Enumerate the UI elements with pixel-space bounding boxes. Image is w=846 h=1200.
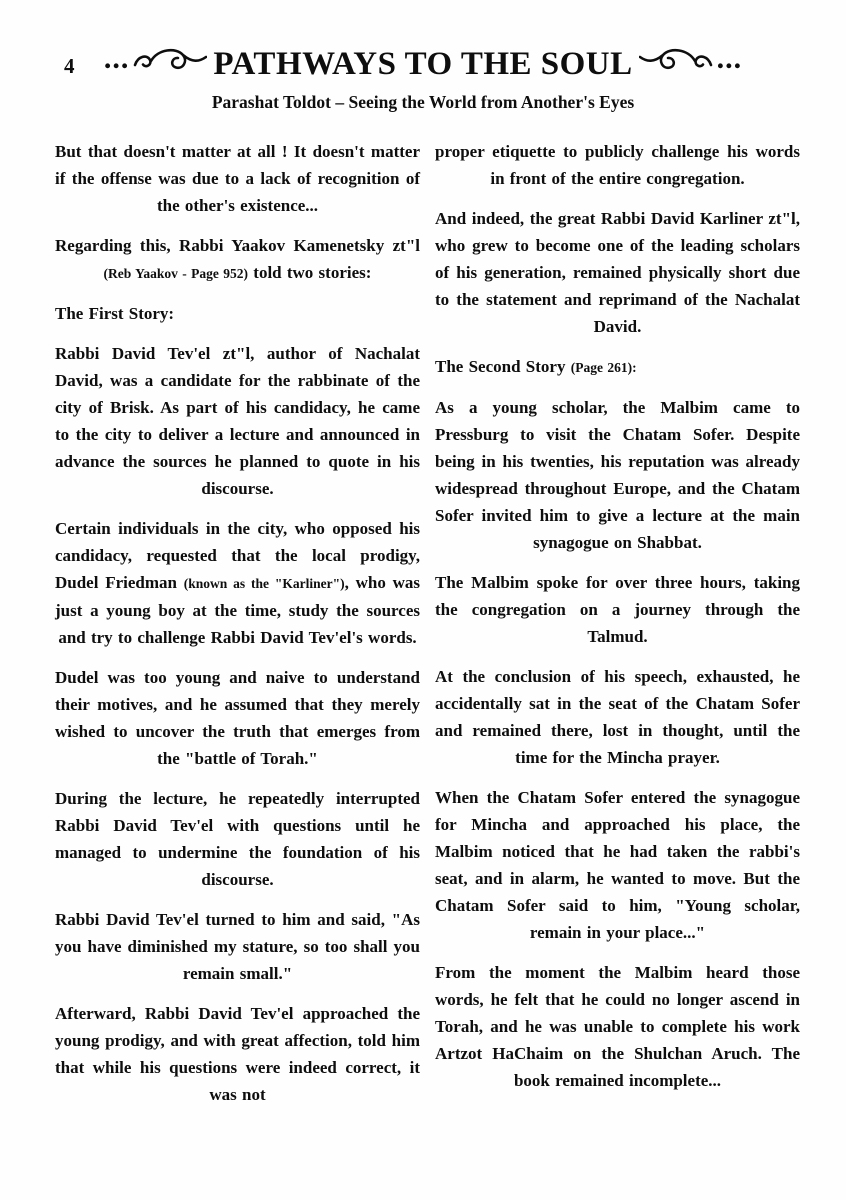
- two-column-body: [0, 113, 846, 1121]
- paragraph: [55, 232, 420, 287]
- text-run: When the Chatam Sofer entered the synagogue for Mincha and approached his place, the Malbim noticed that he had taken the rabbi's seat, and in alarm, he wanted to move. But the Chatam Sofer said to him, "Young scholar, remain in your place...": [435, 788, 800, 942]
- text-run: The Malbim spoke for over three hours, taking the congregation on a journey through the Talmud.: [435, 573, 800, 646]
- text-run: From the moment the Malbim heard those words, he felt that he could no longer ascend in Torah, and he was unable to complete his work Artzot HaChaim on the Shulchan Aruch. The book remained incomplete...: [435, 963, 800, 1090]
- text-run: But that doesn't matter at all ! It doesn't matter if the offense was due to a lack of recognition of the other's existence...: [55, 142, 420, 215]
- page-number: 4: [64, 54, 75, 78]
- inline-citation: (Reb Yaakov - Page 952): [103, 266, 249, 281]
- paragraph: [55, 785, 420, 893]
- story-heading: [435, 353, 800, 381]
- text-run: Regarding this, Rabbi Yaakov Kamenetsky zt"l: [55, 236, 420, 255]
- paragraph: [435, 394, 800, 556]
- text-run: The Second Story: [435, 357, 571, 376]
- paragraph: [55, 515, 420, 651]
- page-title: PATHWAYS TO THE SOUL: [213, 46, 633, 82]
- paragraph: [55, 664, 420, 772]
- text-run: Dudel was too young and naive to understand their motives, and he assumed that they merely wished to uncover the truth that emerges from the "battle of Torah.": [55, 668, 420, 768]
- paragraph: [435, 663, 800, 771]
- story-heading: [55, 300, 420, 327]
- text-run: Rabbi David Tev'el zt"l, author of Nachalat David, was a candidate for the rabbinate of the city of Brisk. As part of his candidacy, he came to the city to deliver a lecture and announced in advance the sources he planned to quote in his discourse.: [55, 344, 420, 498]
- text-run: Rabbi David Tev'el turned to him and said, "As you have diminished my stature, so too shall you remain small.": [55, 910, 420, 983]
- paragraph: [435, 205, 800, 340]
- inline-citation: (Page 261):: [570, 360, 637, 375]
- paragraph: [55, 138, 420, 219]
- text-run: told two stories:: [248, 263, 372, 282]
- text-run: And indeed, the great Rabbi David Karliner zt"l, who grew to become one of the leading scholars of his generation, remained physically short due to the statement and reprimand of the Nachalat David.: [435, 209, 800, 336]
- paragraph: [435, 569, 800, 650]
- scroll-flourish-left-icon: [133, 47, 207, 82]
- paragraph: [55, 906, 420, 987]
- text-run: proper etiquette to publicly challenge his words in front of the entire congregation.: [435, 142, 800, 188]
- inline-citation: (known as the "Karliner"): [183, 576, 345, 591]
- text-run: As a young scholar, the Malbim came to Pressburg to visit the Chatam Sofer. Despite being in his twenties, his reputation was already widespread throughout Europe, and the Chatam Sofer invited him to give a lecture at the main synagogue on Shabbat.: [435, 398, 800, 552]
- page-subtitle: Parashat Toldot – Seeing the World from Another's Eyes: [211, 92, 635, 112]
- paragraph: [435, 784, 800, 946]
- paragraph: [435, 138, 800, 192]
- text-run: Certain individuals in the city, who opposed his candidacy, requested that the local prodigy, Dudel Friedman: [55, 519, 420, 592]
- page-header: [0, 0, 846, 113]
- scroll-flourish-right-icon: [639, 47, 713, 82]
- text-run: The First Story:: [55, 304, 175, 323]
- paragraph: [435, 959, 800, 1094]
- paragraph: [55, 1000, 420, 1108]
- text-column-right: [435, 138, 800, 1121]
- text-run: At the conclusion of his speech, exhausted, he accidentally sat in the seat of the Chatam Sofer and remained there, lost in thought, until the time for the Mincha prayer.: [435, 667, 800, 767]
- text-run: , who was just a young boy at the time, study the sources and try to challenge Rabbi David Tev'el's words.: [55, 573, 420, 647]
- title-row: ... PATHWAYS TO THE SOUL ...: [103, 41, 743, 82]
- text-run: During the lecture, he repeatedly interrupted Rabbi David Tev'el with questions until he managed to undermine the foundation of his discourse.: [55, 789, 420, 889]
- text-column-left: [55, 138, 420, 1121]
- paragraph: [55, 340, 420, 502]
- text-run: Afterward, Rabbi David Tev'el approached the young prodigy, and with great affection, told him that while his questions were indeed correct, it was not: [55, 1004, 420, 1104]
